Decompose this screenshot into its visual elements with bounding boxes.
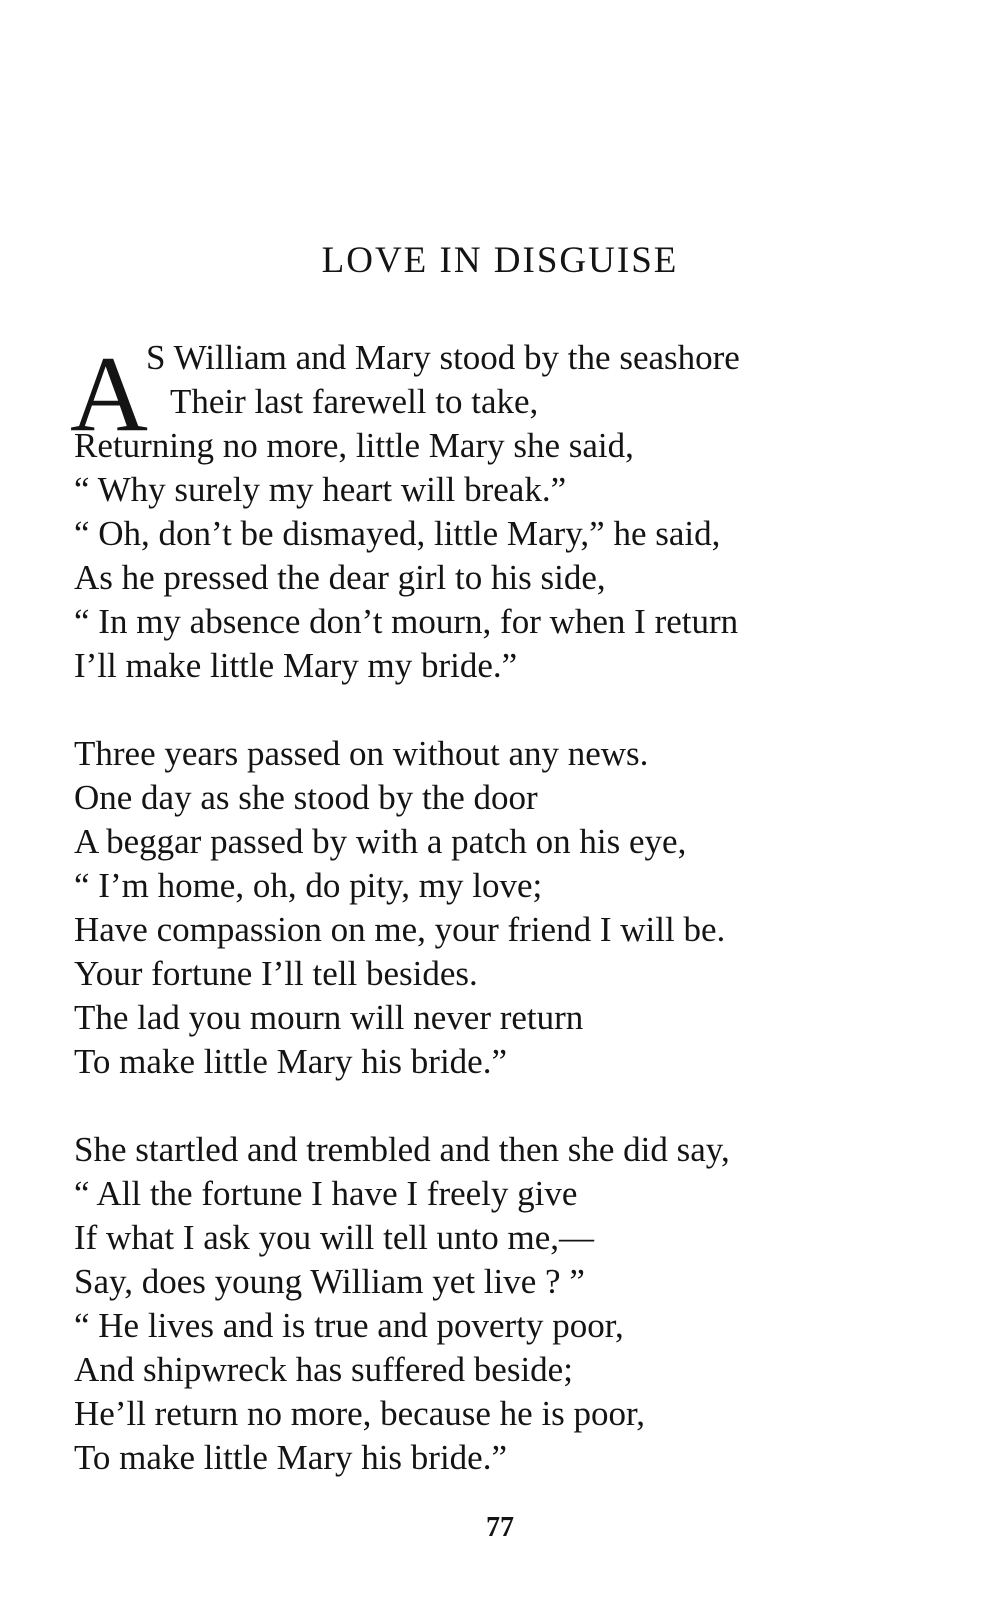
poem-line: Your fortune I’ll tell besides.: [74, 954, 478, 993]
poem-line: She startled and trembled and then she did say,: [74, 1130, 730, 1169]
poem-line: Three years passed on without any news.: [74, 734, 649, 773]
poem-line: Have compassion on me, your friend I will be.: [74, 910, 726, 949]
poem-line: He’ll return no more, because he is poor,: [74, 1394, 646, 1433]
poem-line: To make little Mary his bride.”: [74, 1438, 507, 1477]
poem-line: Returning no more, little Mary she said,: [74, 426, 634, 465]
poem-line: I’ll make little Mary my bride.”: [74, 646, 518, 685]
poem-title: LOVE IN DISGUISE: [321, 240, 679, 281]
poem-line: “ In my absence don’t mourn, for when I return: [74, 602, 739, 641]
stanza-divider: [74, 1084, 954, 1128]
poem-line: And shipwreck has suffered beside;: [74, 1350, 573, 1389]
stanza-1: [74, 336, 954, 688]
poem-line: A beggar passed by with a patch on his eye,: [74, 822, 687, 861]
poem-line: If what I ask you will tell unto me,—: [74, 1218, 595, 1257]
poem-line: “ He lives and is true and poverty poor,: [74, 1306, 624, 1345]
poem-line: S William and Mary stood by the seashore: [146, 338, 740, 377]
stanza-3: [74, 1128, 954, 1480]
poem-line: As he pressed the dear girl to his side,: [74, 558, 606, 597]
poem-line: Their last farewell to take,: [170, 382, 539, 421]
poem-line: To make little Mary his bride.”: [74, 1042, 507, 1081]
poem-line: Say, does young William yet live ? ”: [74, 1262, 585, 1301]
page-number: 77: [486, 1512, 514, 1543]
stanza-2: [74, 732, 954, 1084]
poem-line: “ I’m home, oh, do pity, my love;: [74, 866, 543, 905]
poem-line: One day as she stood by the door: [74, 778, 538, 817]
poem-line: “ Oh, don’t be dismayed, little Mary,” he said,: [74, 514, 721, 553]
poem-line: “ Why surely my heart will break.”: [74, 470, 567, 509]
poem-line: The lad you mourn will never return: [74, 998, 584, 1037]
stanza-divider: [74, 688, 954, 732]
poem-line: “ All the fortune I have I freely give: [74, 1174, 578, 1213]
poem-body: [74, 336, 954, 1480]
drop-cap-initial: A: [70, 335, 148, 454]
